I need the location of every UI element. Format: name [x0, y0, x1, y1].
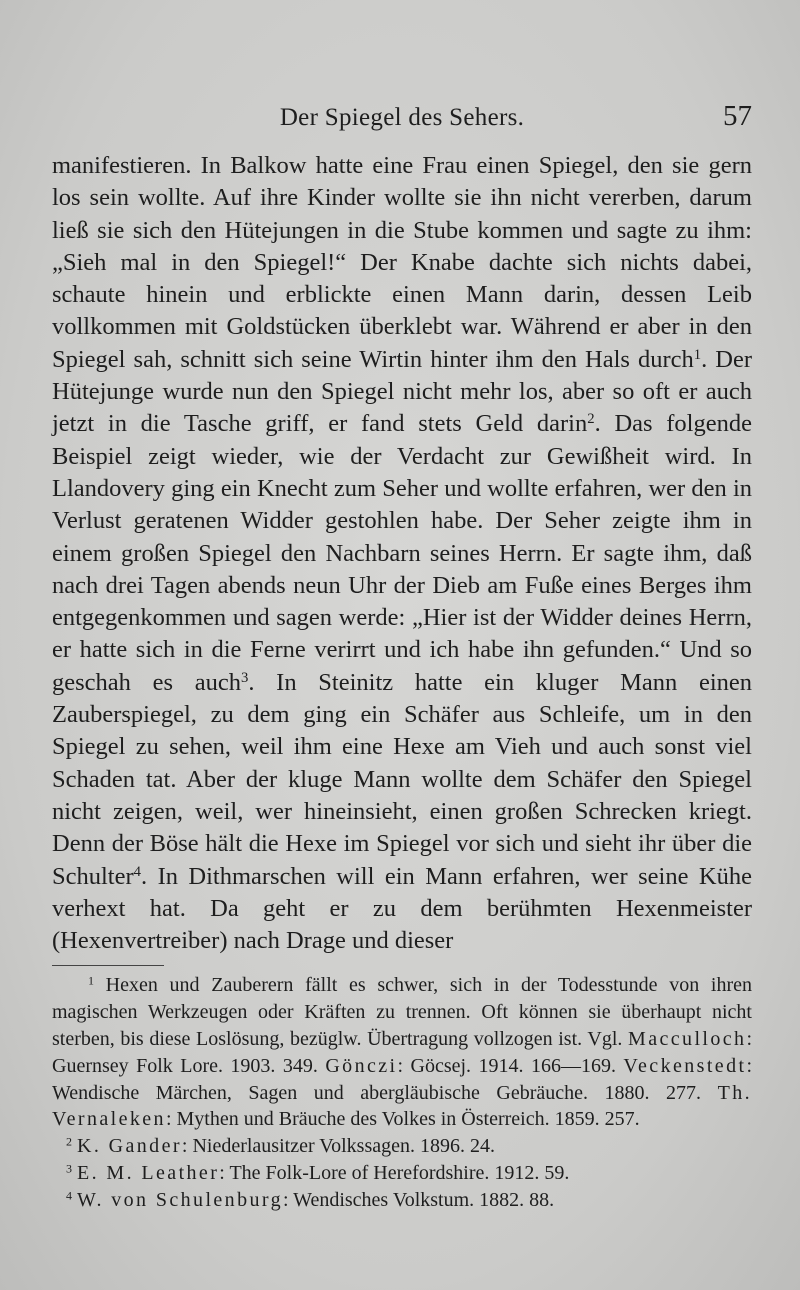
footnote-text: : Wendisches Volkstum. 1882. 88. — [282, 1188, 555, 1211]
footnote-ref-1: 1 — [693, 346, 702, 363]
footnote-divider — [52, 965, 164, 966]
body-text-segment: manifestieren. In Balkow hatte eine Frau einen Spiegel, den sie gern los sein wollte. Auf ihre Kinder wollte sie ihn nicht vererben, darum ließ sie sich den Hütejungen in die Stube kommen und sagte zu ihm: „Sieh mal in den Spiegel!“ Der Knabe dachte sich nichts dabei, schaute hinein und erblickte einen Mann darin, dessen Leib vollkommen mit Goldstücken überklebt war. Während er aber in den Spiegel sah, schnitt sich seine Wirtin hinter ihm den Hals durch — [52, 152, 752, 373]
footnote-text: : Guernsey Folk Lore. 1903. 349. — [52, 1028, 752, 1077]
footnote-author: Macculloch — [628, 1028, 747, 1051]
book-page — [52, 92, 752, 1214]
body-text-segment: . In Steinitz hatte ein kluger Mann einen Zauberspiegel, zu dem ging ein Schäfer aus Schleife, um in den Spiegel zu sehen, weil ihm eine Hexe am Vieh und auch sonst viel Schaden tat. Aber der kluge Mann wollte dem Schäfer den Spiegel nicht zeigen, weil, wer hineinsieht, einen großen Schrecken kriegt. Denn der Böse hält die Hexe im Spiegel vor sich und sieht ihr über die Schulter — [52, 668, 752, 890]
footnote-3 — [52, 1160, 752, 1187]
footnote-author: W. von Schulenburg — [77, 1188, 283, 1211]
footnote-number: 2 — [66, 1134, 72, 1149]
body-text-segment: . In Dithmarschen will ein Mann erfahren, wer seine Kühe verhext hat. Da geht er zu dem berühmten Hexenmeister (Hexenvertreiber) nach Drage und dieser — [52, 862, 752, 955]
footnote-author: Gönczi — [325, 1054, 398, 1077]
footnote-1 — [52, 972, 752, 1133]
footnote-author: K. Gander — [77, 1135, 182, 1158]
footnote-ref-4: 4 — [133, 863, 141, 880]
footnote-number: 4 — [66, 1188, 72, 1203]
footnote-2 — [52, 1133, 752, 1160]
footnote-ref-3: 3 — [240, 669, 249, 686]
running-title: Der Spiegel des Sehers. — [279, 104, 525, 131]
footnote-author: Veckenstedt — [623, 1054, 747, 1077]
page-number: 57 — [723, 100, 752, 132]
footnote-text: : Göcsej. 1914. 166—169. — [397, 1054, 624, 1077]
body-text-segment: . Das folgende Beispiel zeigt wieder, wie der Verdacht zur Gewißheit wird. In Llandovery ging ein Knecht zum Seher und wollte erfahren, wer den in Verlust geratenen Widder gestohlen habe. Der Seher zeigte ihm in einem großen Spiegel den Nachbarn seines Herrn. Er sagte ihm, daß nach drei Tagen abends neun Uhr der Dieb am Fuße eines Berges ihm entgegenkommen und sagen werde: „Hier ist der Widder deines Herrn, er hatte sich in die Ferne verirrt und ich habe ihn gefunden.“ Und so geschah es auch — [52, 410, 752, 696]
footnotes — [52, 972, 752, 1213]
footnote-author: Th. Vernaleken — [52, 1081, 752, 1131]
body-text-segment: . Der Hütejunge wurde nun den Spiegel nicht mehr los, aber so oft er auch jetzt in die Tasche griff, er fand stets Geld darin — [52, 345, 752, 438]
footnote-ref-2: 2 — [587, 411, 595, 428]
footnote-text: : Niederlausitzer Volkssagen. 1896. 24. — [181, 1135, 496, 1158]
running-head — [52, 92, 752, 132]
footnote-text: : Mythen und Bräuche des Volkes in Österreich. 1859. 257. — [165, 1108, 640, 1131]
footnote-text: : Wendische Märchen, Sagen und abergläubische Gebräuche. 1880. 277. — [52, 1054, 752, 1104]
main-paragraph — [52, 150, 752, 957]
footnote-author: E. M. Leather — [77, 1162, 220, 1184]
footnote-number: 3 — [66, 1161, 72, 1176]
footnote-number: 1 — [88, 973, 94, 988]
footnote-text: Hexen und Zauberern fällt es schwer, sich in der Todesstunde von ihren magischen Werkzeugen oder Kräften zu trennen. Oft können sie überhaupt nicht sterben, bis diese Loslösung, bezüglw. Übertragung vollzogen ist. Vgl. — [52, 974, 752, 1051]
footnote-4 — [52, 1187, 752, 1214]
footnote-text: : The Folk-Lore of Herefordshire. 1912. 59. — [219, 1162, 570, 1184]
